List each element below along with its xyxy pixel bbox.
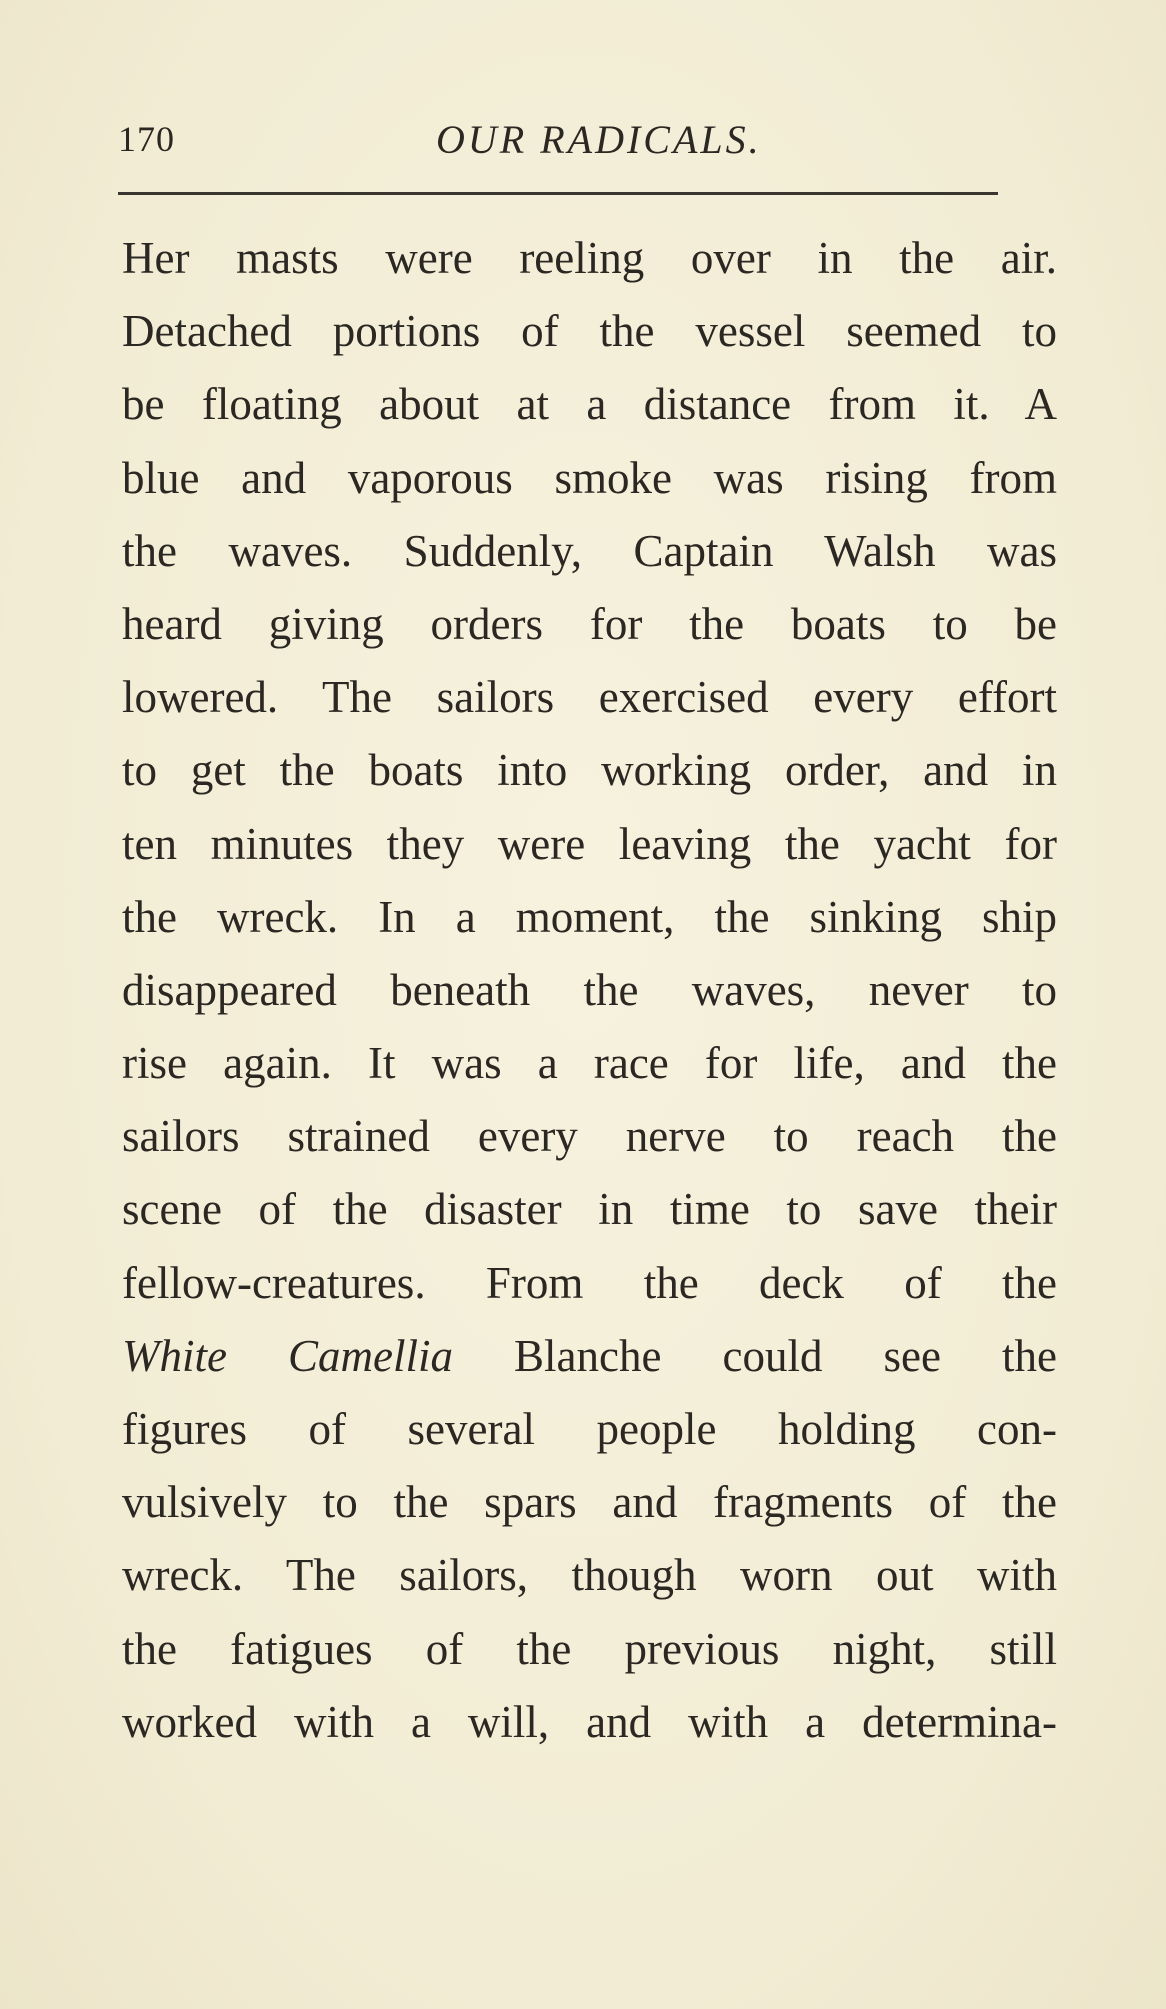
- text-line-with-ship-name: [122, 1320, 1057, 1393]
- body-text: [122, 222, 1057, 1759]
- text-line: vulsively to the spars and fragments of the: [122, 1477, 1057, 1528]
- text-line: the waves. Suddenly, Captain Walsh was: [122, 525, 1057, 576]
- text-line: figures of several people holding con-: [122, 1404, 1057, 1454]
- text-line: wreck. The sailors, though worn out with: [122, 1550, 1057, 1601]
- running-title: OUR RADICALS.: [436, 117, 762, 162]
- text-line: to get the boats into working order, and in: [122, 745, 1057, 796]
- text-line: be floating about at a distance from it. A: [122, 379, 1057, 430]
- text-line: heard giving orders for the boats to be: [122, 598, 1057, 649]
- text-line: scene of the disaster in time to save their: [122, 1184, 1057, 1235]
- text-line: blue and vaporous smoke was rising from: [122, 452, 1057, 503]
- text-line: fellow-creatures. From the deck of the: [122, 1257, 1057, 1308]
- text-line: the fatigues of the previous night, still: [122, 1623, 1057, 1674]
- text-line: Detached portions of the vessel seemed to: [122, 306, 1057, 357]
- text-line: ten minutes they were leaving the yacht for: [122, 818, 1057, 869]
- text-line: the wreck. In a moment, the sinking ship: [122, 891, 1057, 942]
- header-rule: [118, 192, 998, 195]
- text-line: sailors strained every nerve to reach the: [122, 1111, 1057, 1162]
- text-line: disappeared beneath the waves, never to: [122, 964, 1057, 1015]
- running-head: [118, 110, 1052, 166]
- text-line: lowered. The sailors exercised every effort: [122, 672, 1057, 723]
- text-line-rest: Blanche could see the: [453, 1330, 1057, 1381]
- text-line: rise again. It was a race for life, and the: [122, 1038, 1057, 1089]
- text-line: Her masts were reeling over in the air.: [122, 233, 1057, 283]
- page-number: 170: [118, 119, 175, 159]
- ship-name-italic: White Camellia: [122, 1330, 453, 1381]
- text-line: worked with a will, and with a determina-: [122, 1696, 1057, 1747]
